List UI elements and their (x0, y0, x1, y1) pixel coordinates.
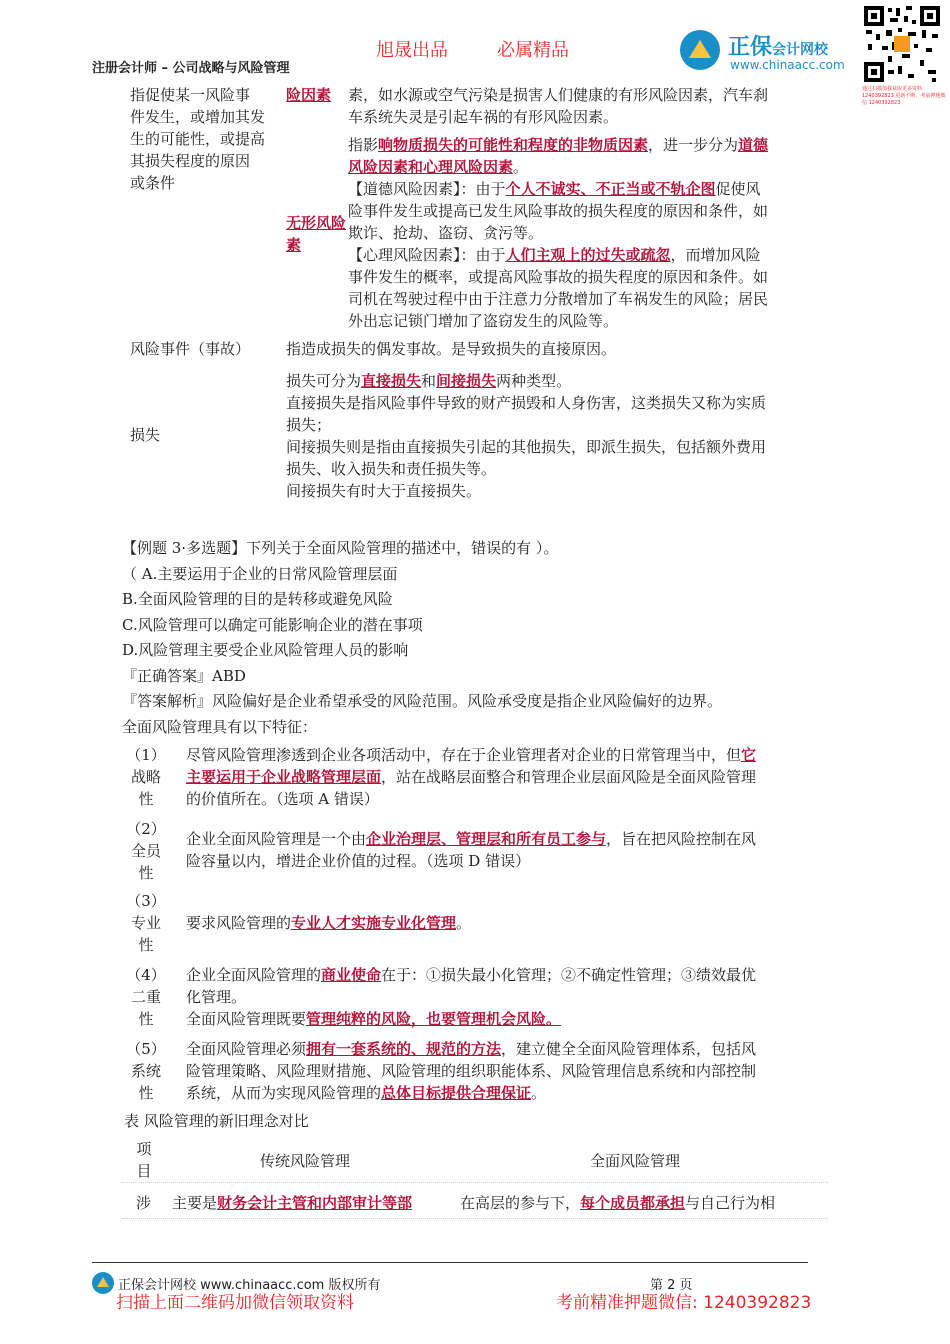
course-title: 注册会计师 – 公司战略与风险管理 (92, 61, 290, 76)
table2-col2-header: 全面风险管理 (590, 1152, 681, 1170)
option-b: B.全面风险管理的目的是转移或避免风险 (122, 590, 393, 608)
table2-col1-header: 传统风险管理 (260, 1152, 351, 1170)
risk-factor-definition: 指促使某一风险事 件发生，或增加其发 生的可能性，或提高 其损失程度的原因 或条件 (130, 86, 266, 192)
promo-left: 扫描上面二维码加微信领取资料 (116, 1293, 354, 1313)
feature-4-label: （4） 二重 性 (126, 966, 166, 1028)
brand-name: 正保会计网校 (728, 35, 829, 60)
footer-logo-icon (92, 1272, 114, 1294)
footer-copyright: 正保会计网校 www.chinaacc.com 版权所有 (118, 1278, 381, 1293)
question-block (122, 536, 832, 740)
table2-col0-header: 项 目 (136, 1140, 152, 1180)
feature-1-label: （1） 战略 性 (126, 746, 166, 808)
table2-caption: 表 风险管理的新旧理念对比 (124, 1112, 309, 1130)
answer-analysis: 『答案解析』风险偏好是企业希望承受的风险范围。风险承受度是指企业风险偏好的边界。 (122, 692, 723, 710)
table2-divider (122, 1182, 828, 1183)
promo-right: 考前精准押题微信: 1240392823 (556, 1293, 812, 1313)
tangible-factor-label: 险因素 (286, 86, 332, 104)
feature-3-label: （3） 专业 性 (126, 892, 166, 954)
table2-bottom-divider (122, 1218, 828, 1219)
correct-answer: 『正确答案』ABD (122, 666, 246, 685)
intangible-factor-label: 无形风险 素 (286, 214, 347, 254)
feature-3-text: 要求风险管理的专业人才实施专业化管理。 (186, 914, 472, 932)
feature-5-label: （5） 系统 性 (126, 1040, 166, 1102)
header-slogan-right: 必属精品 (497, 40, 569, 61)
table2-row1-comprehensive: 在高层的参与下，每个成员都承担与自己行为相 (460, 1194, 776, 1212)
features-intro: 全面风险管理具有以下特征： (122, 717, 318, 736)
qr-code-icon (862, 4, 942, 84)
loss-label: 损失 (130, 426, 161, 444)
intangible-factor-text: 指影响物质损失的可能性和程度的非物质因素，进一步分为道德 风险因素和心理风险因素。 【道德风险因素】：由于个人不诚实、不正当或不轨企图促使风 险事件发生或提高已发生风险事故的损失程度的原因和条件，如 欺诈、抢劫、盗窃、贪污等。 【心理风险因素】：由于人们主观上的过失或疏忽，而增加风险 事件发生的概率，或提高风险事故的损失程度的原因和条件。如 司机在驾驶过程中由于注意力分散增加了车祸发生的风险；居民 外出忘记锁门增加了盗窃发生的风险等。 (348, 136, 769, 330)
feature-4-text: 企业全面风险管理的商业使命在于：①损失最小化管理；②不确定性管理；③绩效最优 化管理。 全面风险管理既要管理纯粹的风险，也要管理机会风险。 (186, 966, 757, 1028)
table2-row1-label: 涉 (136, 1194, 152, 1212)
table2-row1-traditional: 主要是财务会计主管和内部审计等部 (172, 1194, 413, 1212)
risk-event-label: 风险事件（事故） (130, 340, 251, 358)
feature-1-text: 尽管风险管理渗透到企业各项活动中，存在于企业管理者对企业的日常管理当中，但它 主要运用于企业战略管理层面，站在战略层面整合和管理企业层面风险是全面风险管理 的价值所在。（选项 A 错误） (186, 746, 757, 808)
qr-note: 通过扫描加我获取更多资料 1240392823 更新不断，考前押题微信 1240392823 (862, 86, 946, 106)
option-c: C.风险管理可以确定可能影响企业的潜在事项 (122, 615, 423, 634)
footer-rule (92, 1262, 808, 1263)
feature-5-text: 全面风险管理必须拥有一套系统的、规范的方法，建立健全全面风险管理体系，包括风 险管理策略、风险理财措施、风险管理的组织职能体系、风险管理信息系统和内部控制 系统，从而为实现风险管理的总体目标提供合理保证。 (186, 1040, 757, 1102)
tangible-factor-text: 素，如水源或空气污染是损害人们健康的有形风险因素，汽车刹 车系统失灵是引起车祸的有形风险因素。 (348, 86, 769, 126)
feature-2-text: 企业全面风险管理是一个由企业治理层、管理层和所有员工参与，旨在把风险控制在风 险容量以内，增进企业价值的过程。（选项 D 错误） (186, 830, 757, 870)
risk-event-text: 指造成损失的偶发事故。是导致损失的直接原因。 (286, 340, 617, 358)
option-d: D.风险管理主要受企业风险管理人员的影响 (122, 641, 409, 659)
feature-2-label: （2） 全员 性 (126, 820, 166, 882)
header-slogan-left: 旭晟出品 (376, 40, 448, 61)
loss-text: 损失可分为直接损失和间接损失两种类型。 直接损失是指风险事件导致的财产损毁和人身伤害，这类损失又称为实质 损失； 间接损失则是指由直接损失引起的其他损失，即派生损失，包括额外费用 损失、收入损失和责任损失等。 间接损失有时大于直接损失。 (286, 372, 767, 500)
question-title: 【例题 3·多选题】下列关于全面风险管理的描述中，错误的有 ）。 (122, 539, 559, 557)
brand-url: www.chinaacc.com (730, 58, 845, 72)
page-number: 第 2 页 (650, 1278, 693, 1293)
option-a: （ A.主要运用于企业的日常风险管理层面 (122, 564, 398, 583)
chinaacc-logo-icon (680, 30, 720, 70)
